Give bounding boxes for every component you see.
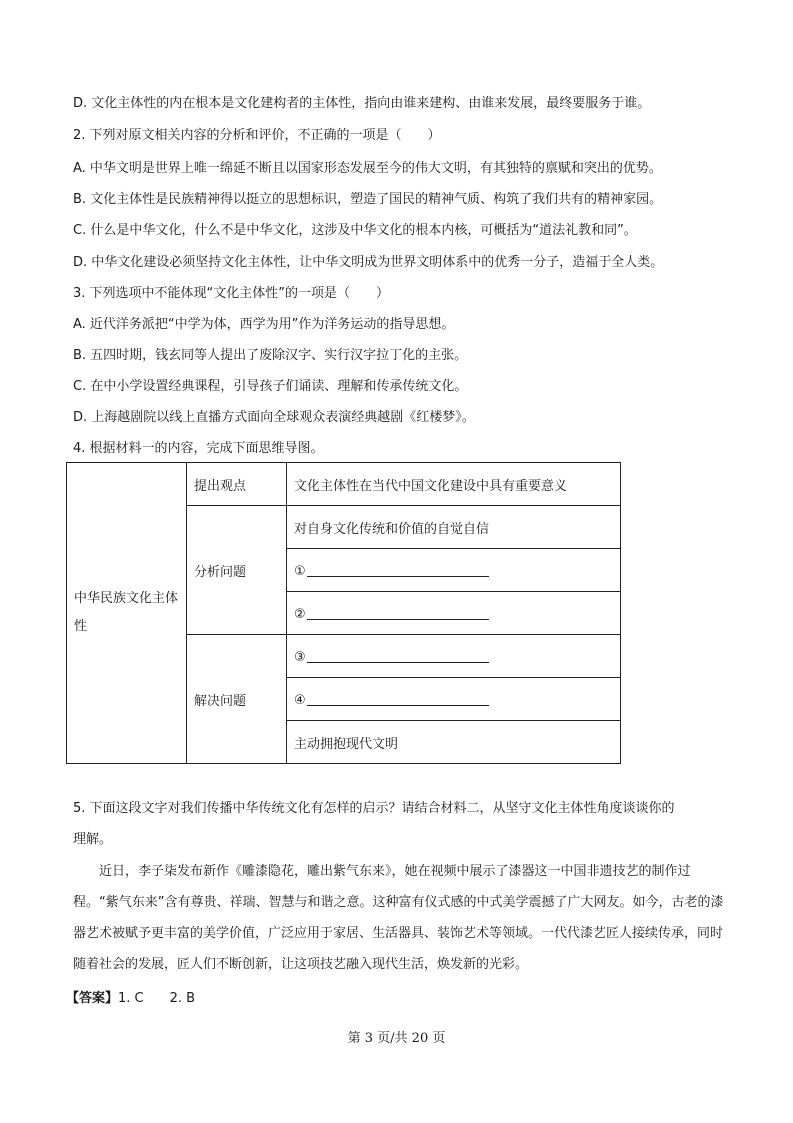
answer-label: 【答案】 — [66, 991, 119, 1006]
option-2d: D. 中华文化建设必须坚持文化主体性，让中华文明成为世界文明体系中的优秀一分子，造福于全人类。 — [73, 255, 664, 270]
question-5-line-1: 5. 下面这段文字对我们传播中华传统文化有怎样的启示？请结合材料二，从坚守文化主体性角度谈谈你的 — [73, 801, 675, 816]
blank-3[interactable] — [287, 635, 621, 678]
option-2a: A. 中华文明是世界上唯一绵延不断且以国家形态发展至今的伟大文明，有其独特的禀赋和突出的优势。 — [73, 161, 662, 176]
solve-row-3: 主动拥抱现代文明 — [287, 721, 621, 764]
option-3c: C. 在中小学设置经典课程，引导孩子们诵读、理解和传承传统文化。 — [73, 379, 468, 394]
blank-4-line — [307, 691, 489, 706]
blank-4[interactable] — [287, 678, 621, 721]
analyze-label: 分析问题 — [187, 506, 287, 635]
question-2-stem: 2. 下列对原文相关内容的分析和评价，不正确的一项是（ ） — [73, 128, 441, 143]
solve-label: 解决问题 — [187, 635, 287, 764]
question-3-stem: 3. 下列选项中不能体现“文化主体性”的一项是（ ） — [73, 286, 390, 301]
option-2b: B. 文化主体性是民族精神得以挺立的思想标识，塑造了国民的精神气质、构筑了我们共有的精神家园。 — [73, 192, 663, 207]
blank-3-line — [307, 648, 489, 663]
passage-text: 近日，李子柒发布新作《雕漆隐花，雕出紫气东来》，她在视频中展示了漆器这一中国非遗技艺的制作过程。“紫气东来”含有尊贵、祥瑞、智慧与和谐之意。这种富有仪式感的中式美学震撼了广大网友。如今，古老的漆器艺术被赋予更丰富的美学价值，广泛应用于家居、生活器具、装饰艺术等领域。一代代漆艺匠人接续传承，同时随着社会的发展，匠人们不断创新，让这项技艺融入现代生活，焕发新的光彩。 — [73, 864, 724, 972]
propose-value: 文化主体性在当代中国文化建设中具有重要意义 — [287, 463, 621, 506]
answer-line — [66, 990, 195, 1008]
blank-3-marker: ③ — [294, 649, 306, 665]
answer-text: 1. C 2. B — [118, 991, 196, 1006]
blank-1[interactable] — [287, 549, 621, 592]
question-4-stem: 4. 根据材料一的内容，完成下面思维导图。 — [73, 441, 324, 456]
option-3a: A. 近代洋务派把“中学为体，西学为用”作为洋务运动的指导思想。 — [73, 317, 455, 332]
blank-2[interactable] — [287, 592, 621, 635]
question-5-line-2: 理解。 — [73, 832, 113, 847]
question-5-passage — [73, 856, 735, 980]
blank-4-marker: ④ — [294, 692, 306, 708]
option-3b: B. 五四时期，钱玄同等人提出了废除汉字、实行汉字拉丁化的主张。 — [73, 348, 468, 363]
blank-2-marker: ② — [294, 606, 306, 622]
mind-map-root: 中华民族文化主体性 — [67, 463, 187, 764]
analyze-row-1: 对自身文化传统和价值的自觉自信 — [287, 506, 621, 549]
option-1d: D. 文化主体性的内在根本是文化建构者的主体性，指向由谁来建构、由谁来发展，最终要服务于谁。 — [73, 96, 651, 111]
option-3d: D. 上海越剧院以线上直播方式面向全球观众表演经典越剧《红楼梦》。 — [73, 410, 475, 425]
option-2c: C. 什么是中华文化，什么不是中华文化，这涉及中华文化的根本内核，可概括为“道法礼教和同”。 — [73, 223, 637, 238]
blank-2-line — [307, 605, 489, 620]
blank-1-line — [307, 562, 489, 577]
page-footer: 第 3 页/共 20 页 — [347, 1031, 446, 1046]
blank-1-marker: ① — [294, 563, 306, 579]
propose-label: 提出观点 — [187, 463, 287, 506]
mind-map-table — [66, 462, 621, 764]
